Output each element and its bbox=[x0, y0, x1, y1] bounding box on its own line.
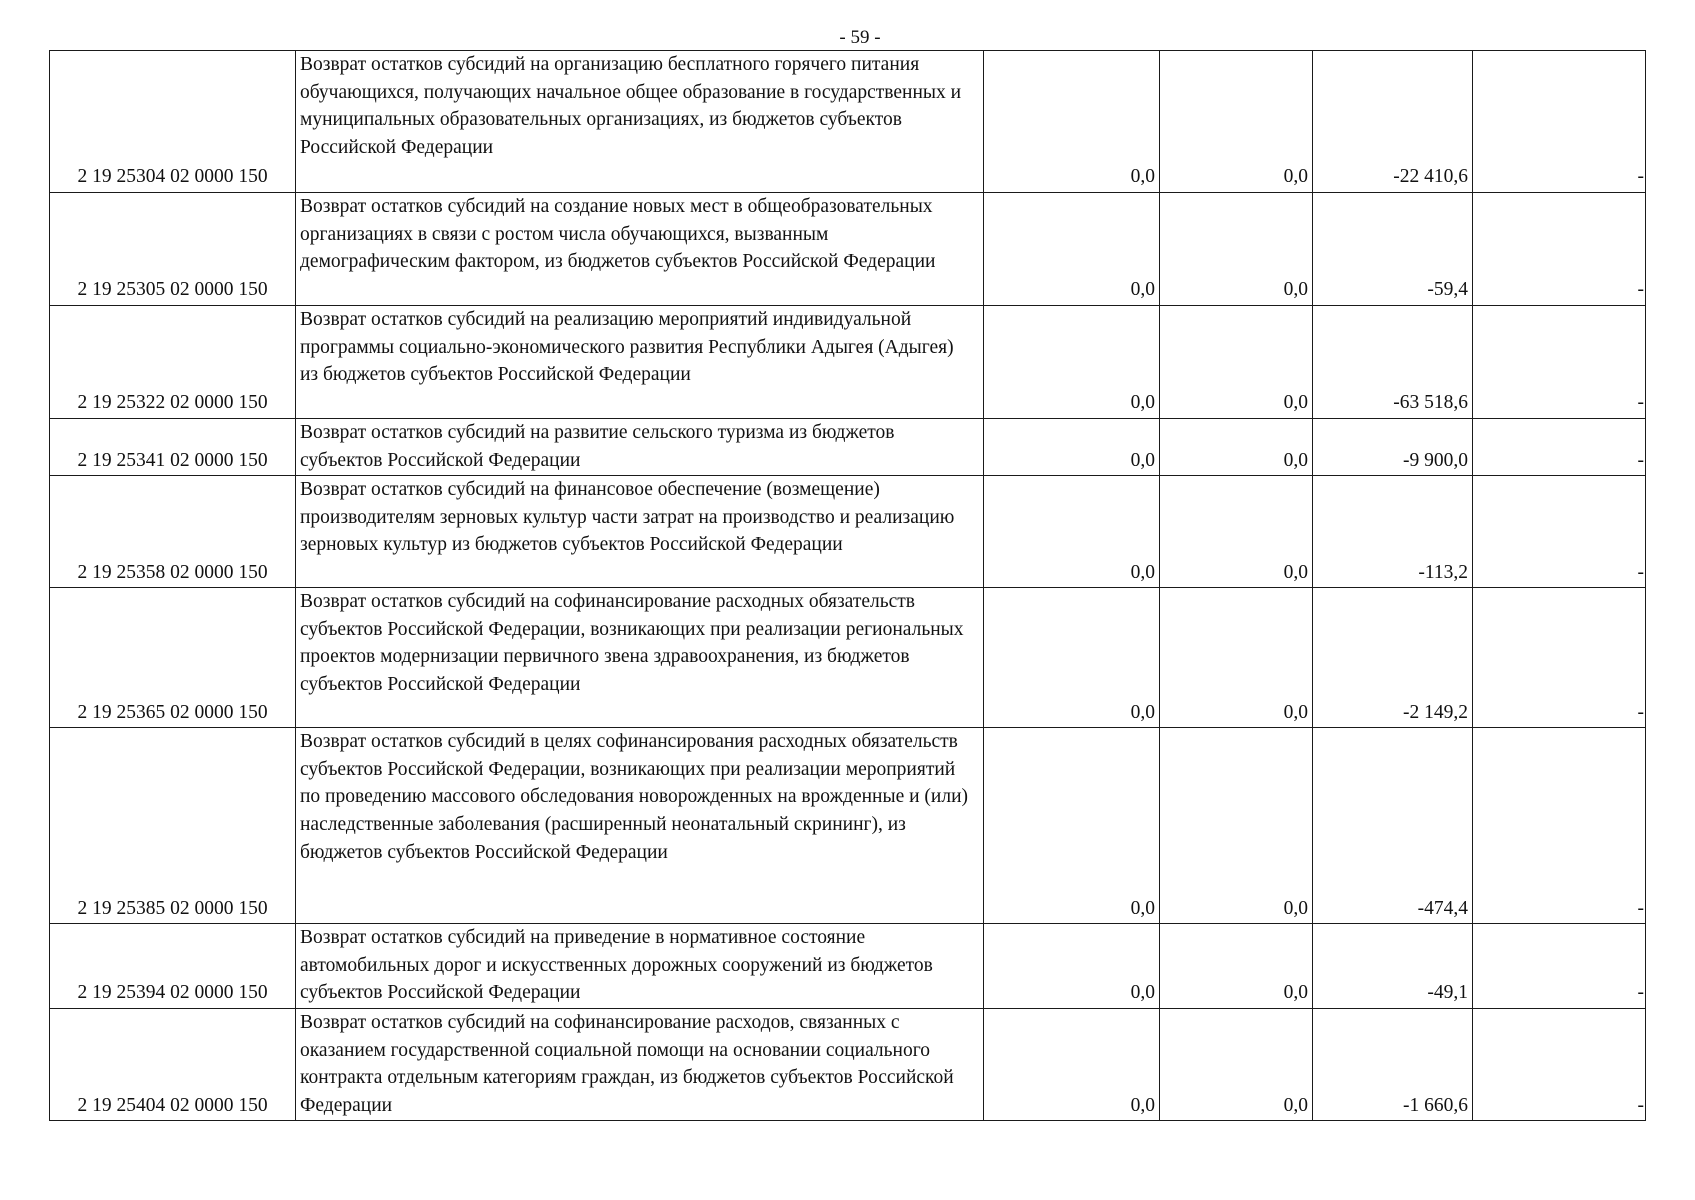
value-cell-col4: 0,0 bbox=[1160, 306, 1313, 419]
description-cell: Возврат остатков субсидий на приведение в нормативное состояние автомобильных дорог и искусственных дорожных сооружений из бюджетов субъектов Российской Федерации bbox=[296, 924, 984, 1009]
value-cell-col5: -113,2 bbox=[1313, 476, 1473, 588]
table-body bbox=[50, 51, 1646, 1121]
value-cell-col5: -49,1 bbox=[1313, 924, 1473, 1009]
budget-table bbox=[49, 50, 1646, 1121]
value-cell-col4: 0,0 bbox=[1160, 1008, 1313, 1120]
value-cell-col3: 0,0 bbox=[984, 728, 1160, 924]
value-cell-col5: -59,4 bbox=[1313, 193, 1473, 306]
value-cell-col3: 0,0 bbox=[984, 51, 1160, 193]
table-row bbox=[50, 924, 1646, 1009]
description-cell: Возврат остатков субсидий на развитие сельского туризма из бюджетов субъектов Российской Федерации bbox=[296, 419, 984, 476]
table-row bbox=[50, 306, 1646, 419]
value-cell-col3: 0,0 bbox=[984, 1008, 1160, 1120]
budget-code-cell: 2 19 25385 02 0000 150 bbox=[50, 728, 296, 924]
budget-code-cell: 2 19 25304 02 0000 150 bbox=[50, 51, 296, 193]
value-cell-col5: -474,4 bbox=[1313, 728, 1473, 924]
value-cell-col4: 0,0 bbox=[1160, 419, 1313, 476]
value-cell-col5: -22 410,6 bbox=[1313, 51, 1473, 193]
description-cell: Возврат остатков субсидий на софинансирование расходных обязательств субъектов Российской Федерации, возникающих при реализации региональных проектов модернизации первичного звена здравоохранения, из бюджетов субъектов Российской Федерации bbox=[296, 588, 984, 728]
value-cell-col3: 0,0 bbox=[984, 588, 1160, 728]
value-cell-col3: 0,0 bbox=[984, 476, 1160, 588]
description-cell: Возврат остатков субсидий на финансовое обеспечение (возмещение) производителям зерновых культур части затрат на производство и реализацию зерновых культур из бюджетов субъектов Российской Федерации bbox=[296, 476, 984, 588]
description-cell: Возврат остатков субсидий на реализацию мероприятий индивидуальной программы социально-экономического развития Республики Адыгея (Адыгея) из бюджетов субъектов Российской Федерации bbox=[296, 306, 984, 419]
budget-code-cell: 2 19 25341 02 0000 150 bbox=[50, 419, 296, 476]
value-cell-col5: -63 518,6 bbox=[1313, 306, 1473, 419]
value-cell-col4: 0,0 bbox=[1160, 193, 1313, 306]
value-cell-col6: - bbox=[1473, 476, 1646, 588]
value-cell-col4: 0,0 bbox=[1160, 588, 1313, 728]
value-cell-col6: - bbox=[1473, 1008, 1646, 1120]
value-cell-col6: - bbox=[1473, 728, 1646, 924]
budget-code-cell: 2 19 25404 02 0000 150 bbox=[50, 1008, 296, 1120]
budget-code-cell: 2 19 25394 02 0000 150 bbox=[50, 924, 296, 1009]
budget-code-cell: 2 19 25322 02 0000 150 bbox=[50, 306, 296, 419]
table-row bbox=[50, 728, 1646, 924]
value-cell-col4: 0,0 bbox=[1160, 51, 1313, 193]
table-row bbox=[50, 476, 1646, 588]
value-cell-col6: - bbox=[1473, 924, 1646, 1009]
value-cell-col4: 0,0 bbox=[1160, 924, 1313, 1009]
description-cell: Возврат остатков субсидий на создание новых мест в общеобразовательных организациях в связи с ростом числа обучающихся, вызванным демографическим фактором, из бюджетов субъектов Российской Федерации bbox=[296, 193, 984, 306]
value-cell-col3: 0,0 bbox=[984, 306, 1160, 419]
table-row bbox=[50, 1008, 1646, 1120]
value-cell-col4: 0,0 bbox=[1160, 476, 1313, 588]
budget-code-cell: 2 19 25358 02 0000 150 bbox=[50, 476, 296, 588]
table-row bbox=[50, 51, 1646, 193]
table-row bbox=[50, 588, 1646, 728]
value-cell-col3: 0,0 bbox=[984, 193, 1160, 306]
value-cell-col6: - bbox=[1473, 51, 1646, 193]
table-row bbox=[50, 193, 1646, 306]
value-cell-col6: - bbox=[1473, 193, 1646, 306]
value-cell-col3: 0,0 bbox=[984, 924, 1160, 1009]
value-cell-col3: 0,0 bbox=[984, 419, 1160, 476]
description-cell: Возврат остатков субсидий в целях софинансирования расходных обязательств субъектов Российской Федерации, возникающих при реализации мероприятий по проведению массового обследования новорожденных на врожденные и (или) наследственные заболевания (расширенный неонатальный скрининг), из бюджетов субъектов Российской Федерации bbox=[296, 728, 984, 924]
value-cell-col6: - bbox=[1473, 588, 1646, 728]
value-cell-col5: -9 900,0 bbox=[1313, 419, 1473, 476]
value-cell-col5: -1 660,6 bbox=[1313, 1008, 1473, 1120]
budget-code-cell: 2 19 25305 02 0000 150 bbox=[50, 193, 296, 306]
value-cell-col6: - bbox=[1473, 306, 1646, 419]
page-number: - 59 - bbox=[839, 27, 881, 48]
value-cell-col5: -2 149,2 bbox=[1313, 588, 1473, 728]
budget-code-cell: 2 19 25365 02 0000 150 bbox=[50, 588, 296, 728]
value-cell-col4: 0,0 bbox=[1160, 728, 1313, 924]
value-cell-col6: - bbox=[1473, 419, 1646, 476]
table-row bbox=[50, 419, 1646, 476]
description-cell: Возврат остатков субсидий на софинансирование расходов, связанных с оказанием государственной социальной помощи на основании социального контракта отдельным категориям граждан, из бюджетов субъектов Российской Федерации bbox=[296, 1008, 984, 1120]
description-cell: Возврат остатков субсидий на организацию бесплатного горячего питания обучающихся, получающих начальное общее образование в государственных и муниципальных образовательных организациях, из бюджетов субъектов Российской Федерации bbox=[296, 51, 984, 193]
